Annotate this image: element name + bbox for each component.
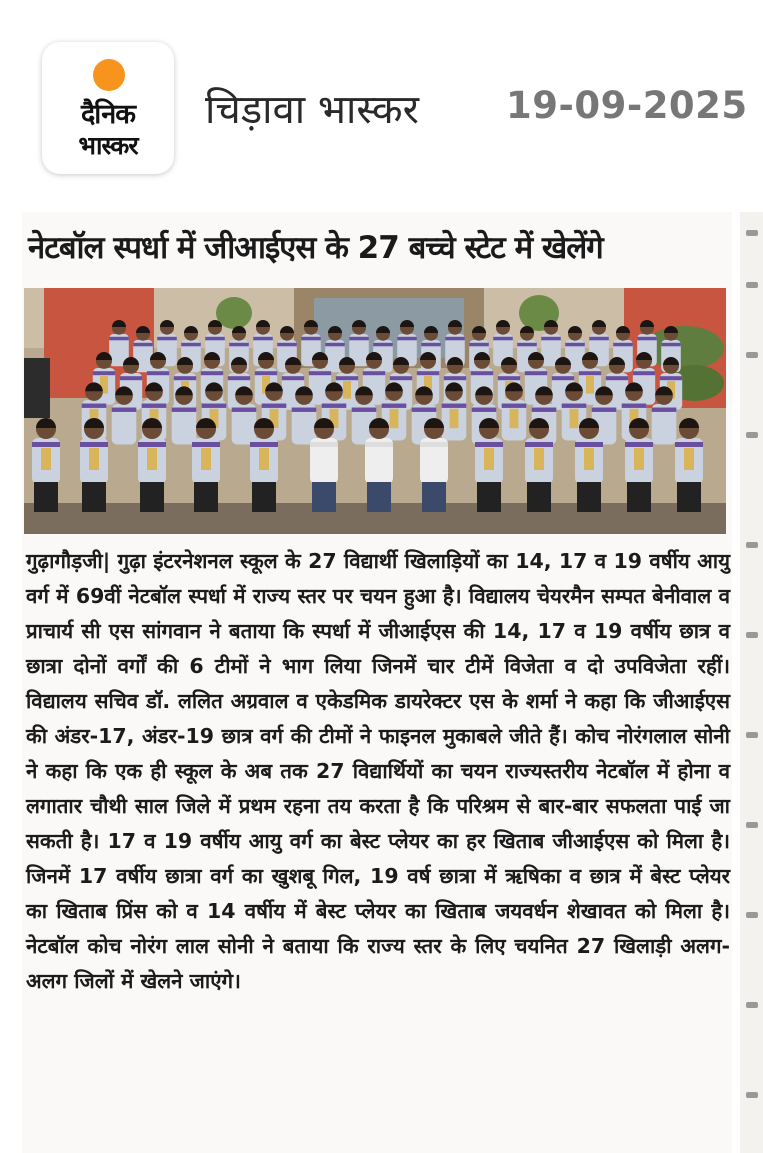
team-photo bbox=[24, 288, 726, 534]
newspaper-clipping bbox=[22, 212, 732, 1153]
logo-text-line2: भास्कर bbox=[78, 131, 138, 160]
team-photo-illustration bbox=[24, 288, 726, 534]
edition-title: चिड़ावा भास्कर bbox=[205, 87, 419, 133]
player-figure bbox=[112, 386, 137, 444]
article-headline: नेटबॉल स्पर्धा में जीआईएस के 27 बच्चे स्टेट में खेलेंगे bbox=[28, 230, 603, 266]
player-figure bbox=[172, 386, 197, 444]
sun-icon bbox=[93, 59, 125, 91]
dainik-bhaskar-logo[interactable] bbox=[42, 42, 174, 174]
article-byline: गुढ़ागौड़जी bbox=[26, 549, 103, 573]
app-header bbox=[0, 0, 763, 200]
player-figure bbox=[292, 386, 317, 444]
adjacent-column-edge bbox=[740, 212, 763, 1153]
player-figure bbox=[502, 382, 527, 440]
player-figure bbox=[442, 382, 467, 440]
player-figure bbox=[232, 386, 257, 444]
player-figure bbox=[652, 386, 677, 444]
logo-text-line1: दैनिक bbox=[80, 99, 136, 130]
edition-date: 19-09-2025 bbox=[506, 84, 748, 127]
article-body bbox=[26, 544, 730, 999]
article-body-text: | गुढ़ा इंटरनेशनल स्कूल के 27 विद्यार्थी खिलाड़ियों का 14, 17 व 19 वर्षीय आयु वर्ग में 69वीं नेटबॉल स्पर्धा में राज्य स्तर पर चयन हुआ है। विद्यालय चेयरमैन सम्पत बेनीवाल व प्राचार्य सी एस सांगवान ने बताया कि स्पर्धा में जीआईएस की 14, 17 व 19 वर्षीय छात्र व छात्रा दोनों वर्गों की 6 टीमों ने भाग लिया जिनमें चार टीमें विजेता व दो उपविजेता रहीं। विद्यालय सचिव डॉ. ललित अग्रवाल व एकेडमिक डायरेक्टर एस के शर्मा ने कहा कि जीआईएस की अंडर-17, अंडर-19 छात्र वर्ग की टीमों ने फाइनल मुकाबले जीते हैं। कोच नोरंगलाल सोनी ने कहा कि एक ही स्कूल के अब तक 27 विद्यार्थियों का चयन राज्यस्तरीय नेटबॉल में होना व लगातार चौथी साल जिले में प्रथम रहना तय करता है कि परिश्रम से बार-बार सफलता पाई जा सकती है। 17 व 19 वर्षीय आयु वर्ग का बेस्ट प्लेयर का हर खिताब जीआईएस को मिला है। जिनमें 17 वर्षीय छात्रा वर्ग का खुशबू गिल, 19 वर्ष छात्रा में ऋषिका व छात्र में बेस्ट प्लेयर का खिताब प्रिंस को व 14 वर्षीय में बेस्ट प्लेयर का खिताब जयवर्धन शेखावत को मिला है। नेटबॉल कोच नोरंग लाल सोनी ने बताया कि राज्य स्तर के लिए चयनित 27 खिलाड़ी अलग-अलग जिलों में खेलने जाएंगे। bbox=[26, 549, 730, 993]
